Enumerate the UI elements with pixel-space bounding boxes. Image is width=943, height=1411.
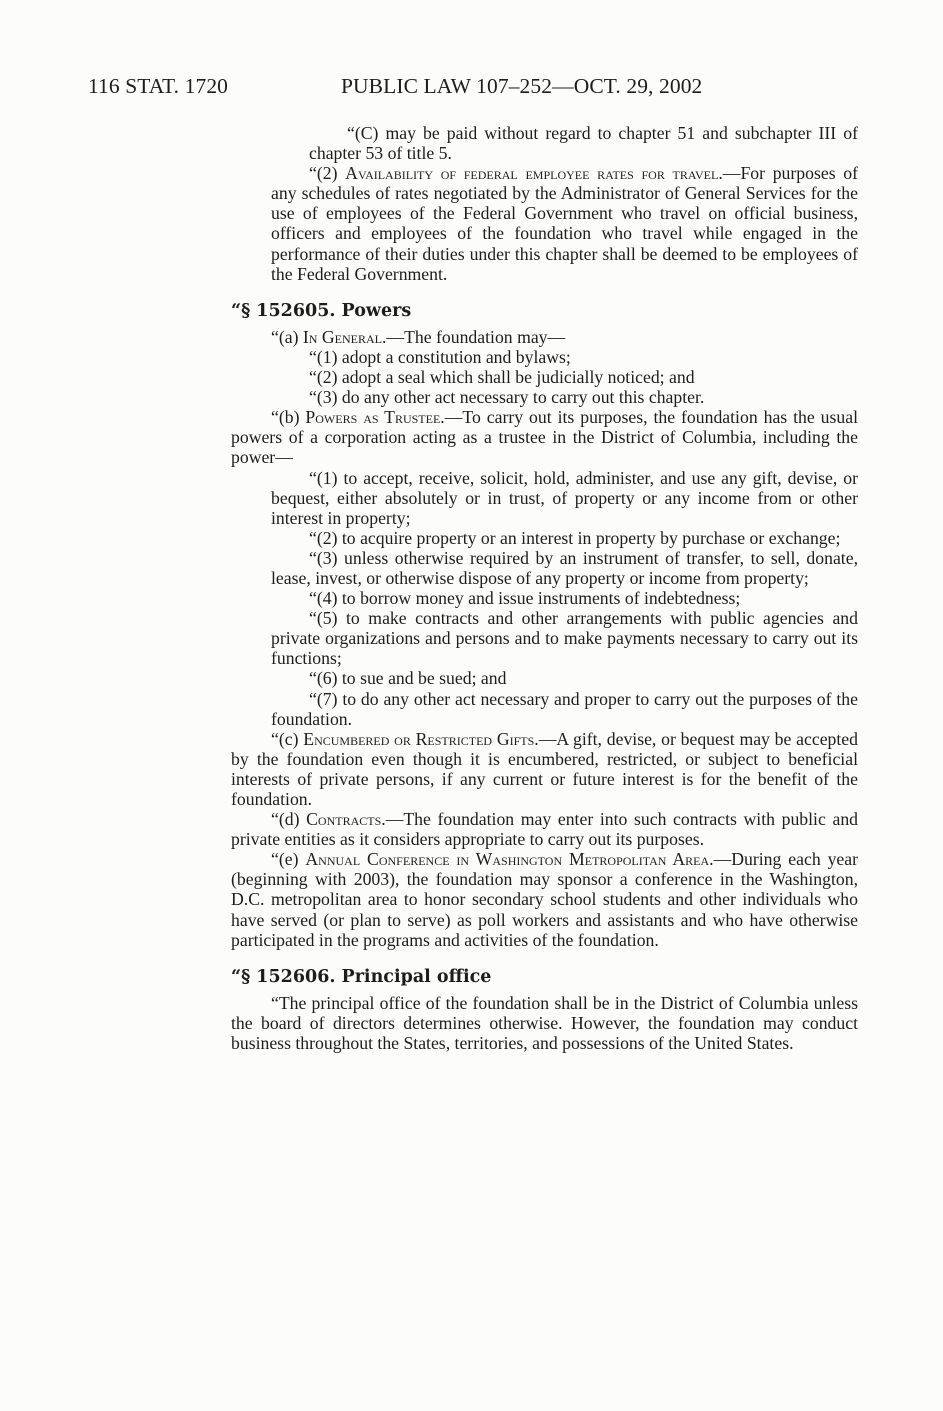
list-item: “(3) unless otherwise required by an instrument of transfer, to sell, donate, lease, invest, or otherwise dispose of any property or income from property; xyxy=(271,547,858,588)
section-152606-text: “The principal office of the foundation shall be in the District of Columbia unless the board of directors determines otherwise. However, the foundation may conduct business throughout the States, territories, and possessions of the United States. xyxy=(231,992,858,1054)
subsection-b: “(b) Powers as Trustee.—To carry out its purposes, the foundation has the usual powers of a corporation acting as a trustee in the District of Columbia, including the power— xyxy=(231,407,858,468)
list-item: “(2) adopt a seal which shall be judicially noticed; and xyxy=(309,367,695,388)
stat-reference: 116 STAT. 1720 xyxy=(88,74,229,98)
section-152606-title: “§ 152606. Principal office xyxy=(231,966,492,987)
list-item: “(1) adopt a constitution and bylaws; xyxy=(309,346,571,367)
list-item: “(7) to do any other act necessary and proper to carry out the purposes of the foundation. xyxy=(271,688,858,729)
list-item: “(6) to sue and be sued; and xyxy=(309,668,507,689)
paragraph-c-payment: “(C) may be paid without regard to chapter 51 and subchapter III of chapter 53 of title 5. xyxy=(309,123,858,164)
subsection-d: “(d) Contracts.—The foundation may enter into such contracts with public and private entities as it considers appropriate to carry out its purposes. xyxy=(231,809,859,850)
paragraph-heading: Availability of federal employee rates for travel. xyxy=(345,163,723,184)
paragraph-2-travel-rates: “(2) Availability of federal employee rates for travel.—For purposes of any schedules of rates negotiated by the Administrator of General Services for the use of employees of the Federal Government who travel on official business, officers and employees of the foundation who travel while engaged in the performance of their duties under this chapter shall be deemed to be employees of the Federal Government. xyxy=(271,163,859,284)
section-152605-title: “§ 152605. Powers xyxy=(231,300,412,321)
subsection-heading: In General. xyxy=(302,326,387,347)
document-body xyxy=(231,123,858,1053)
subsection-e: “(e) Annual Conference in Washington Metropolitan Area.—During each year (beginning with 2003), the foundation may sponsor a conference in the Washington, D.C. metropolitan area to honor secondary school students and other individuals who have served (or plan to serve) as poll workers and assistants and who have otherwise participated in the programs and activities of the foundation. xyxy=(231,849,858,950)
list-item: “(1) to accept, receive, solicit, hold, administer, and use any gift, devise, or bequest, either absolutely or in trust, of property or any income from or other interest in property; xyxy=(271,467,858,528)
subsection-a: “(a) In General.—The foundation may— xyxy=(271,326,566,347)
list-item: “(4) to borrow money and issue instruments of indebtedness; xyxy=(309,588,741,609)
subsection-c: “(c) Encumbered or Restricted Gifts.—A gift, devise, or bequest may be accepted by the foundation even though it is encumbered, restricted, or subject to beneficial interests of private persons, if any current or future interest is for the benefit of the foundation. xyxy=(231,728,858,809)
subsection-heading: Annual Conference in Washington Metropolitan Area. xyxy=(305,849,714,870)
list-item: “(2) to acquire property or an interest in property by purchase or exchange; xyxy=(309,527,841,548)
subsection-heading: Contracts. xyxy=(306,809,386,830)
subsection-heading: Powers as Trustee. xyxy=(305,407,445,428)
subsection-heading: Encumbered or Restricted Gifts. xyxy=(303,728,539,749)
law-reference: PUBLIC LAW 107–252—OCT. 29, 2002 xyxy=(341,74,703,98)
list-item: “(3) do any other act necessary to carry out this chapter. xyxy=(309,387,705,408)
list-item: “(5) to make contracts and other arrangements with public agencies and private organizations and persons and to make payments necessary to carry out its functions; xyxy=(271,608,858,669)
